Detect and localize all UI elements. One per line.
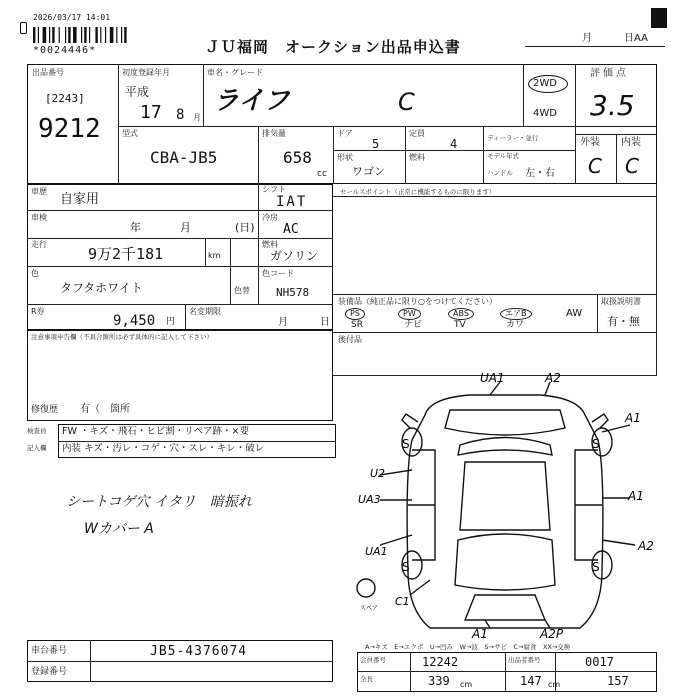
equipment-name: ナビ xyxy=(404,320,423,330)
fuel-value: ガソリン xyxy=(270,249,319,263)
svg-text:U2: U2 xyxy=(370,467,386,480)
date-day-label: 日AA xyxy=(624,33,648,44)
model-label: 車名・グレード xyxy=(207,68,263,77)
print-timestamp: 2026/03/17 14:01 xyxy=(33,13,111,22)
displacement-value: 658 xyxy=(283,148,312,167)
fuel-label: 燃料 xyxy=(262,240,278,249)
score-label: 評価点 xyxy=(590,68,629,79)
chassis-value: JB5-4376074 xyxy=(150,644,248,659)
svg-text:スペア: スペア xyxy=(360,605,379,612)
date-month-label: 月 xyxy=(582,33,592,44)
svg-text:A2: A2 xyxy=(638,539,654,553)
sales-point-label: セールスポイント（正常に機能するものに限ります） xyxy=(340,188,496,196)
equipment-label: 装備品（純正品に限り○をつけてください） xyxy=(338,297,497,306)
owner-manual-label: 取扱説明書 xyxy=(601,297,641,306)
registration-month-unit: 月 xyxy=(193,113,201,122)
length-value: 339 xyxy=(428,674,450,688)
equipment-name: TV xyxy=(454,320,466,330)
mileage-label: 走行 xyxy=(31,240,47,249)
corner-mark-left xyxy=(20,22,27,34)
capacity-label: 定員 xyxy=(409,129,425,138)
lot-number: 9212 xyxy=(38,114,101,144)
doors-value: 5 xyxy=(372,137,380,151)
ac-label: 冷房 xyxy=(262,213,278,222)
ac-value: AC xyxy=(283,222,299,237)
svg-text:UA1: UA1 xyxy=(480,371,505,385)
body-type-label: 形状 xyxy=(337,153,353,162)
usage-label: 車歴 xyxy=(31,187,47,196)
recycle-value: 9,450 xyxy=(113,313,156,329)
svg-text:UA1: UA1 xyxy=(365,545,388,558)
displacement-label: 排気量 xyxy=(262,129,286,138)
svg-text:A2: A2 xyxy=(545,371,561,385)
type-label: 型式 xyxy=(122,129,138,138)
model-year-label: モデル年式 xyxy=(487,152,520,160)
tire-mark-fr: S xyxy=(592,437,600,451)
inspector-row-1: FW ・キズ・飛石・ヒビ割・リペア跡・×要 xyxy=(62,426,249,437)
additional-label: 後付品 xyxy=(338,335,362,344)
equipment-code: エアB xyxy=(500,308,532,320)
svg-text:C1: C1 xyxy=(395,595,410,608)
svg-text:A1: A1 xyxy=(625,411,641,425)
color-code-value: NH578 xyxy=(276,286,310,299)
doors-label: ドア xyxy=(337,129,353,138)
height-value: 157 xyxy=(607,674,629,688)
owner-manual-value: 有・無 xyxy=(607,315,640,328)
tire-mark-rl: S xyxy=(402,560,410,574)
mileage-value: 9万2千181 xyxy=(88,245,164,263)
form-title: ＪＵ福岡 オークション出品申込書 xyxy=(205,38,461,56)
equipment-code: PS xyxy=(345,308,365,320)
exhibitor-label: 出品者番号 xyxy=(508,656,541,664)
registration-era: 平成 xyxy=(125,85,150,99)
color-label: 色 xyxy=(31,269,39,278)
recycle-unit: 円 xyxy=(166,317,176,327)
registration-year: 17 xyxy=(140,102,162,123)
mileage-unit: km xyxy=(208,251,221,260)
inspection-month: 月 xyxy=(180,221,191,234)
dealer-label: ディーラー・並行 xyxy=(487,134,539,142)
exterior-label: 外装 xyxy=(580,137,600,148)
member-label: 会員番号 xyxy=(360,656,386,664)
chassis-label: 車台番号 xyxy=(31,646,68,656)
interior-label: 内装 xyxy=(621,137,641,148)
type-value: CBA-JB5 xyxy=(150,148,218,167)
length-label: 全長 xyxy=(360,675,373,683)
capacity-value: 4 xyxy=(450,137,458,151)
barcode-number: *0024446* xyxy=(33,45,97,56)
inspector-label-2: 記入欄 xyxy=(27,444,47,452)
tire-mark-rr: S xyxy=(592,560,600,574)
registration-label: 初度登録年月 xyxy=(122,68,170,77)
handle-label: ハンドル xyxy=(487,169,513,177)
width-value: 147 xyxy=(520,674,542,688)
model-name: ライフ xyxy=(213,86,290,116)
inspection-year: 年 xyxy=(130,221,141,234)
inspection-label: 車検 xyxy=(31,213,47,222)
equipment-name: カワ xyxy=(506,320,525,330)
corner-mark-right xyxy=(651,8,667,28)
svg-text:UA3: UA3 xyxy=(358,493,381,506)
drive-2wd: 2WD xyxy=(533,78,557,89)
svg-text:A1: A1 xyxy=(628,489,644,503)
displacement-unit: cc xyxy=(317,169,327,179)
equipment-code: AW xyxy=(566,308,583,319)
color-code-label: 色コード xyxy=(262,269,294,278)
member-value: 12242 xyxy=(422,655,459,669)
shift-label: シフト xyxy=(262,185,286,194)
exterior-grade: C xyxy=(588,154,602,178)
lot-sub-number: [2243] xyxy=(45,92,85,105)
inspection-day: (日) xyxy=(235,221,255,234)
barcode xyxy=(33,27,158,43)
damage-legend: A→キズ E→エクボ U→凹み W→波 S→サビ C→腐食 XX→交換 xyxy=(365,643,571,651)
shift-value: IAT xyxy=(276,194,308,210)
handwritten-note-2: Wカバー A xyxy=(84,521,154,537)
color-change-label: 色替 xyxy=(234,286,250,295)
plate-label: 登録番号 xyxy=(31,667,68,677)
name-change-day: 日 xyxy=(320,317,330,328)
svg-text:A1: A1 xyxy=(472,627,488,641)
drive-4wd: 4WD xyxy=(533,108,557,119)
inspector-label-1: 検査員 xyxy=(27,427,47,435)
equipment-code: ABS xyxy=(448,308,474,320)
equipment-name: SR xyxy=(351,320,363,330)
lot-label: 出品番号 xyxy=(32,68,64,77)
car-damage-diagram xyxy=(340,370,670,645)
model-grade: C xyxy=(398,88,415,116)
tire-mark-fl: S xyxy=(402,437,410,451)
registration-month: 8 xyxy=(176,107,185,123)
score-value: 3.5 xyxy=(590,89,635,122)
equipment-code: PW xyxy=(398,308,421,320)
notes-label: 注意事項申告欄（不具合箇所は必ず具体的に記入して下さい） xyxy=(31,333,213,341)
name-change-month: 月 xyxy=(278,317,288,328)
interior-grade: C xyxy=(625,154,639,178)
handwritten-note-1: シートコゲ穴 イタリ 暗振れ xyxy=(66,494,252,510)
repair-value: 有（ 箇所 xyxy=(80,404,130,415)
repair-label: 修復歴 xyxy=(31,405,59,415)
inspector-row-2: 内装 キズ・汚レ・コゲ・穴・スレ・キレ・破レ xyxy=(62,443,265,454)
handle-side: 左・右 xyxy=(525,168,555,179)
fuel-small-label: 燃料 xyxy=(409,153,425,162)
name-change-label: 名変期限 xyxy=(189,307,221,316)
exhibitor-value: 0017 xyxy=(585,655,614,669)
usage-value: 自家用 xyxy=(60,192,100,207)
notes-frame xyxy=(27,330,333,421)
svg-text:A2P: A2P xyxy=(540,627,564,641)
recycle-label: R券 xyxy=(31,307,45,316)
color-value: タフタホワイト xyxy=(60,281,143,295)
body-type-value: ワゴン xyxy=(352,165,385,178)
